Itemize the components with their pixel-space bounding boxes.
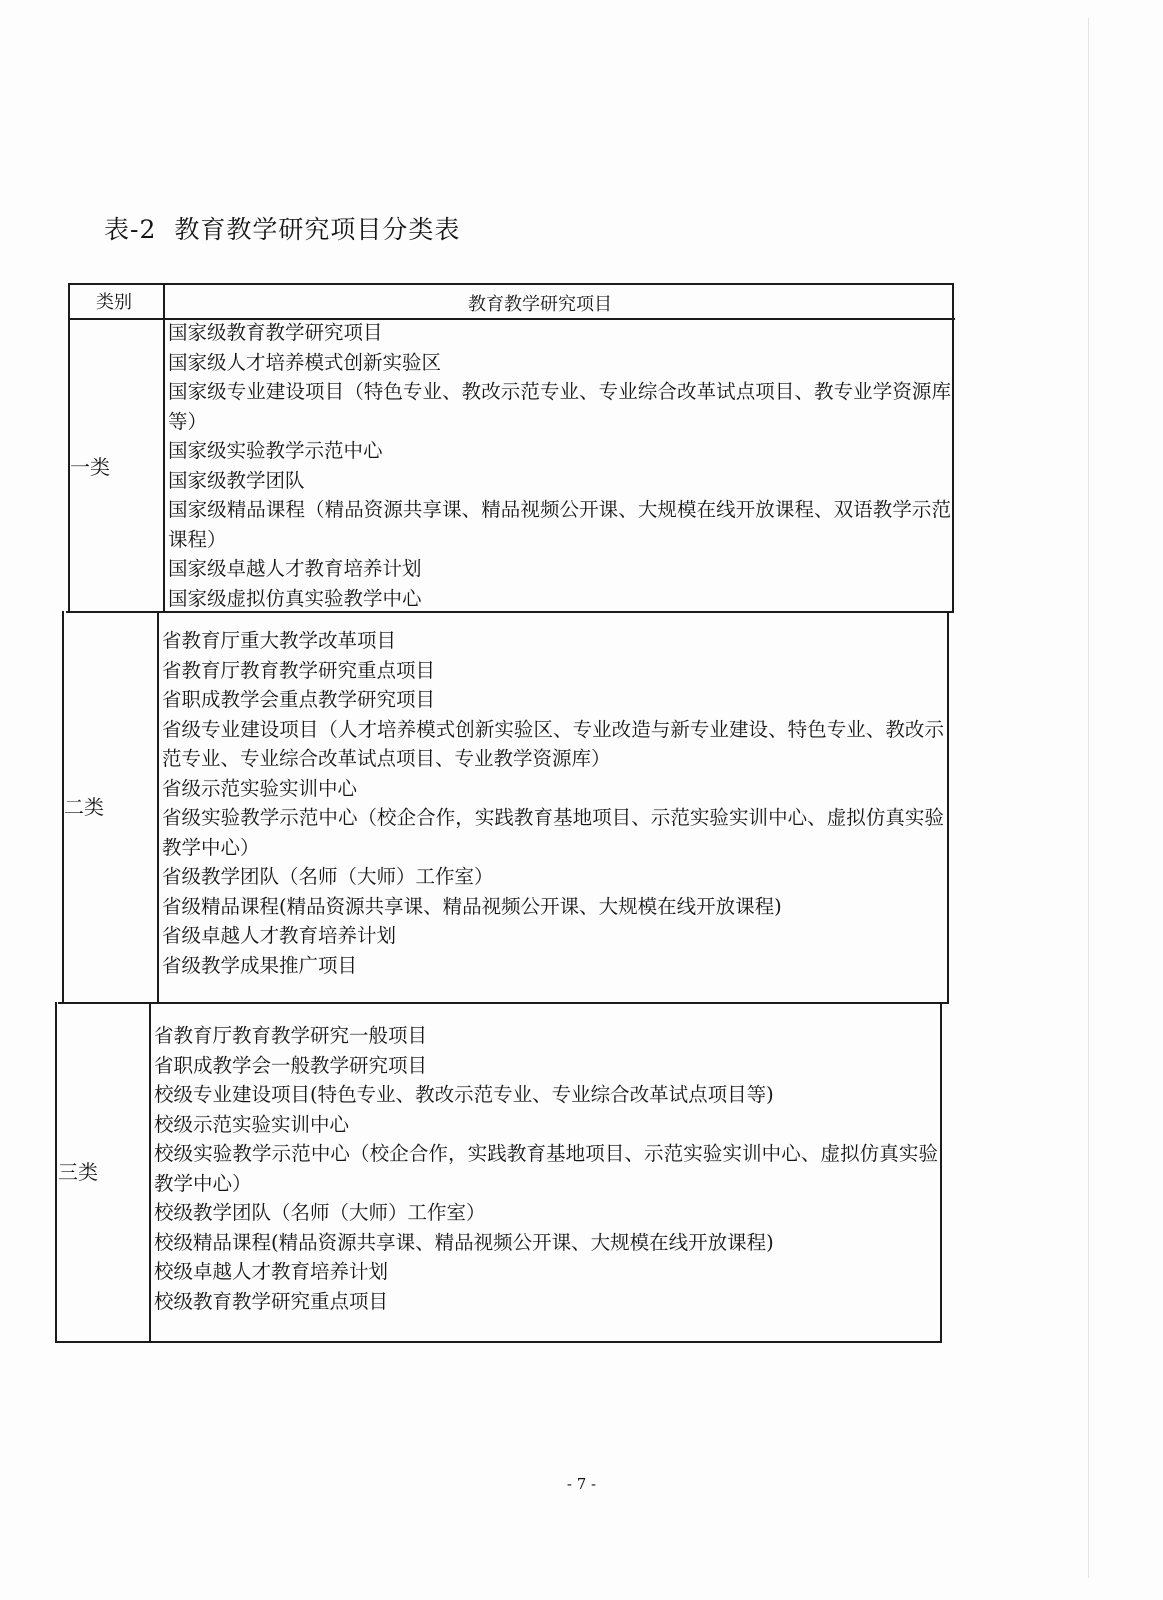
category-1-project-list [168, 318, 951, 613]
category-divider-2 [157, 611, 159, 1004]
list-item: 校级实验教学示范中心（校企合作，实践教育基地项目、示范实验实训中心、虚拟仿真实验教学中心） [154, 1142, 938, 1195]
table-number: 表-2 [104, 215, 157, 244]
table-right-border-2 [947, 611, 949, 1004]
list-item: 校级教学团队（名师（大师）工作室） [154, 1201, 486, 1224]
list-item: 国家级精品课程（精品资源共享课、精品视频公开课、大规模在线开放课程、双语教学示范课程） [168, 498, 951, 551]
list-item: 省职成教学会重点教学研究项目 [162, 688, 436, 711]
list-item: 省教育厅教育教学研究一般项目 [154, 1024, 428, 1047]
table-top-border [68, 283, 953, 285]
list-item: 省级精品课程(精品资源共享课、精品视频公开课、大规模在线开放课程) [162, 894, 782, 918]
list-item: 校级卓越人才教育培养计划 [154, 1260, 389, 1283]
list-item: 省级教学成果推广项目 [162, 953, 358, 977]
scan-page-edge [1088, 18, 1089, 1578]
list-item: 省级实验教学示范中心（校企合作，实践教育基地项目、示范实验实训中心、虚拟仿真实验教学中心） [162, 806, 944, 859]
table-left-border [68, 283, 70, 613]
list-item: 国家级专业建设项目（特色专业、教改示范专业、专业综合改革试点项目、教专业学资源库等） [168, 380, 951, 433]
list-item: 校级专业建设项目(特色专业、教改示范专业、专业综合改革试点项目等) [154, 1083, 774, 1106]
table-right-border-1 [952, 283, 954, 613]
category-label-2: 二类 [64, 795, 104, 819]
page-number: - 7 - [566, 1475, 597, 1493]
list-item: 省教育厅教育教学研究重点项目 [162, 658, 436, 682]
list-item: 国家级卓越人才教育培养计划 [168, 557, 422, 580]
list-item: 国家级实验教学示范中心 [168, 439, 383, 462]
category-divider-1 [163, 283, 165, 613]
header-category: 类别 [96, 292, 132, 313]
list-item: 省级教学团队（名师（大师）工作室） [162, 865, 494, 888]
list-item: 国家级人才培养模式创新实验区 [168, 350, 442, 374]
category-2-project-list [162, 626, 944, 980]
table-title: 教育教学研究项目分类表 [174, 215, 461, 244]
category-divider-3 [149, 1002, 151, 1343]
table-right-border-3 [940, 1002, 942, 1343]
list-item: 省教育厅重大教学改革项目 [162, 629, 397, 652]
table-bottom-border [55, 1341, 942, 1343]
table-caption [104, 210, 460, 246]
list-item: 省级示范实验实训中心 [162, 776, 358, 800]
list-item: 国家级虚拟仿真实验教学中心 [168, 586, 422, 610]
category-3-project-list [154, 1021, 938, 1316]
list-item: 省级专业建设项目（人才培养模式创新实验区、专业改造与新专业建设、特色专业、教改示范专业、专业综合改革试点项目、专业教学资源库） [162, 717, 944, 770]
list-item: 省职成教学会一般教学研究项目 [154, 1053, 428, 1077]
table-left-border-3 [55, 1002, 57, 1343]
group-divider-2 [58, 1002, 949, 1004]
category-label-1: 一类 [70, 455, 110, 479]
list-item: 国家级教学团队 [168, 468, 305, 492]
list-item: 校级教育教学研究重点项目 [154, 1289, 389, 1313]
list-item: 校级示范实验实训中心 [154, 1112, 350, 1136]
category-label-3: 三类 [58, 1160, 98, 1184]
list-item: 省级卓越人才教育培养计划 [162, 924, 397, 947]
list-item: 校级精品课程(精品资源共享课、精品视频公开课、大规模在线开放课程) [154, 1230, 774, 1254]
header-projects: 教育教学研究项目 [468, 294, 612, 315]
list-item: 国家级教育教学研究项目 [168, 321, 383, 344]
